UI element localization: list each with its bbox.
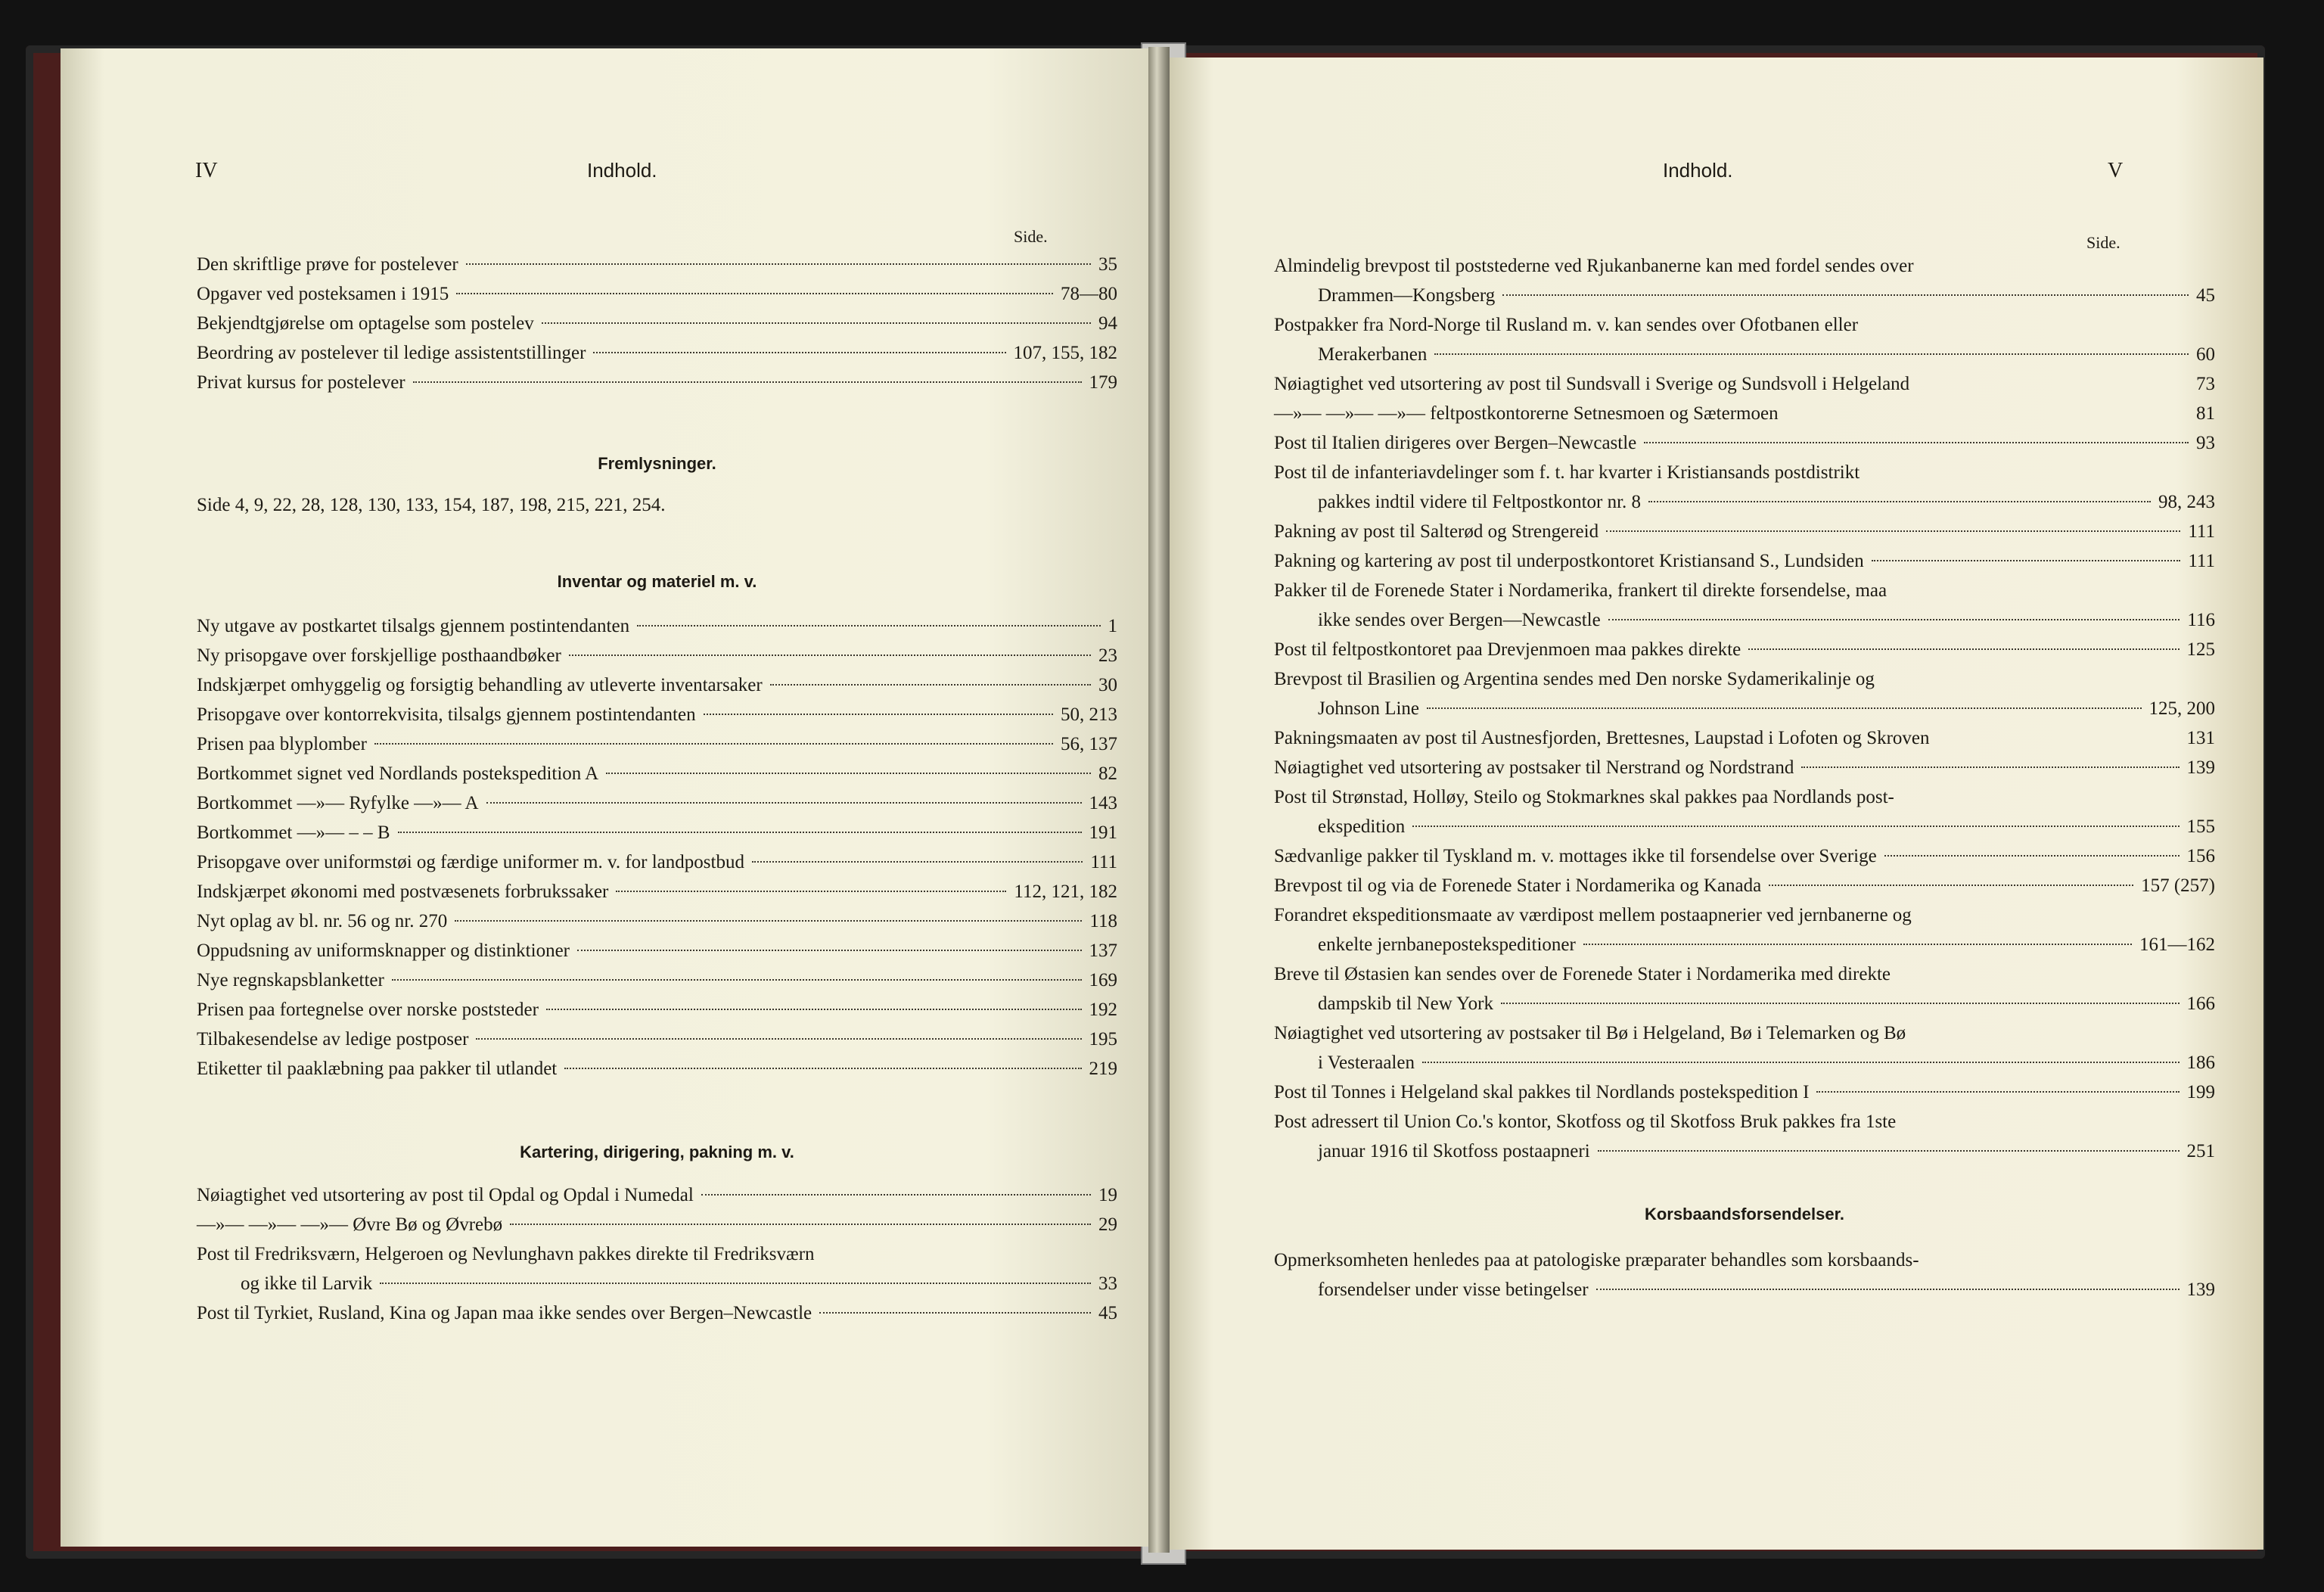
leader-dots (1583, 944, 2132, 945)
toc-entry (197, 1025, 1117, 1054)
toc-entry (1274, 723, 2215, 753)
toc-entry-title: Indskjærpet økonomi med postvæsenets forbrukssaker (197, 882, 609, 902)
toc-entry-title: Prisen paa fortegnelse over norske poststeder (197, 1000, 539, 1020)
leader-dots (1648, 501, 2151, 502)
toc-entry-title: Pakning og kartering av post til underpostkontoret Kristiansand S., Lundsiden (1274, 551, 1864, 571)
toc-entry (1274, 1136, 2215, 1166)
toc-section-general (197, 250, 1117, 397)
toc-entry-title: enkelte jernbanepostekspeditioner (1318, 934, 1576, 955)
toc-entry-title: Privat kursus for postelever (197, 372, 405, 393)
leader-dots (701, 1194, 1091, 1196)
section-heading-korsbaand: Korsbaandsforsendelser. (1644, 1205, 1845, 1224)
leader-dots (466, 263, 1091, 265)
toc-entry-title: Beordring av postelever til ledige assistentstillinger (197, 343, 586, 363)
toc-entry-title: Sædvanlige pakker til Tyskland m. v. mottages ikke til forsendelse over Sverige (1274, 846, 1877, 866)
toc-entry (1274, 517, 2215, 546)
toc-entry-page: 219 (1089, 1059, 1117, 1079)
toc-entry-page: 98, 243 (2158, 492, 2215, 512)
toc-entry-page: 139 (2186, 757, 2215, 778)
toc-section-dirigering (1274, 251, 2215, 1166)
toc-entry-title: Pakning av post til Salterød og Strengereid (1274, 521, 1599, 542)
toc-entry-page: 155 (2186, 816, 2215, 837)
toc-entry-title: pakkes indtil videre til Feltpostkontor nr. 8 (1318, 492, 1642, 512)
toc-entry-page: 19 (1098, 1185, 1117, 1205)
toc-entry-page: 166 (2186, 993, 2215, 1014)
toc-entry (197, 338, 1117, 368)
toc-entry-title: Oppudsning av uniformsknapper og distinktioner (197, 941, 570, 961)
toc-entry-page: 45 (2196, 285, 2215, 306)
toc-entry (1274, 1048, 2215, 1077)
leader-dots (1596, 1289, 2180, 1290)
toc-section-inventar (197, 611, 1117, 1084)
toc-entry-line: Opmerksomheten henledes paa at patologiske præparater behandles som korsbaands- (1274, 1250, 1919, 1270)
leader-dots (546, 1009, 1082, 1010)
toc-entry-page: 29 (1098, 1214, 1117, 1235)
toc-entry (197, 368, 1117, 397)
toc-entry-page: 73 (2196, 374, 2215, 394)
toc-entry-line: Brevpost til Brasilien og Argentina sendes med Den norske Sydamerikalinje og (1274, 669, 1875, 689)
toc-entry (197, 700, 1117, 729)
leader-dots (1598, 1150, 2180, 1152)
toc-entry-title: Post til Italien dirigeres over Bergen–Newcastle (1274, 433, 1637, 453)
toc-entry-title: i Vesteraalen (1318, 1053, 1415, 1073)
leader-dots (510, 1224, 1091, 1225)
toc-entry (1274, 487, 2215, 517)
right-page (1170, 58, 2263, 1550)
fremlysninger-pages: Side 4, 9, 22, 28, 128, 130, 133, 154, 187, 198, 215, 221, 254. (197, 495, 666, 515)
leader-dots (593, 352, 1005, 353)
running-head: Indhold. (1663, 159, 1733, 182)
toc-entry-page: 195 (1089, 1029, 1117, 1049)
toc-entry (197, 250, 1117, 279)
toc-entry (1274, 812, 2215, 841)
leader-dots (374, 743, 1053, 745)
leader-dots (1502, 294, 2189, 296)
toc-entry-page: 56, 137 (1061, 734, 1117, 754)
toc-entry (197, 818, 1117, 847)
toc-entry-page: 251 (2186, 1141, 2215, 1161)
leader-dots (1816, 1091, 2179, 1093)
toc-entry-line: Nøiagtighet ved utsortering av postsaker til Bø i Helgeland, Bø i Telemarken og Bø (1274, 1023, 1906, 1043)
toc-entry-page: 116 (2187, 610, 2215, 630)
toc-entry-line: Post adressert til Union Co.'s kontor, Skotfoss og til Skotfoss Bruk pakkes fra 1ste (1274, 1112, 1897, 1132)
section-heading-fremlysninger: Fremlysninger. (598, 454, 716, 473)
toc-entry-page: 161—162 (2139, 934, 2215, 955)
leader-dots (1884, 855, 2180, 857)
leader-dots (637, 625, 1100, 627)
leader-dots (577, 950, 1082, 951)
toc-entry-page: 191 (1089, 822, 1117, 843)
leader-dots (564, 1068, 1081, 1069)
leader-dots (1644, 442, 2189, 443)
toc-entry-title: Nye regnskapsblanketter (197, 970, 384, 990)
toc-entry (197, 611, 1117, 641)
leader-dots (1434, 353, 2189, 355)
leader-dots (542, 322, 1091, 324)
toc-entry-title: Drammen—Kongsberg (1318, 285, 1496, 306)
toc-entry-page: 192 (1089, 1000, 1117, 1020)
toc-entry-page: 156 (2186, 846, 2215, 866)
toc-entry-page: 137 (1089, 941, 1117, 961)
toc-entry-title: Prisopgave over kontorrekvisita, tilsalgs gjennem postintendanten (197, 704, 696, 725)
toc-entry (1274, 605, 2215, 635)
toc-entry-title: Post til Tyrkiet, Rusland, Kina og Japan maa ikke sendes over Bergen–Newcastle (197, 1303, 812, 1323)
toc-entry-page: 33 (1098, 1273, 1117, 1294)
toc-entry-title: ekspedition (1318, 816, 1406, 837)
toc-entry-line: Breve til Østasien kan sendes over de Forenede Stater i Nordamerika med direkte (1274, 964, 1891, 984)
toc-entry-page: 81 (2196, 403, 2215, 424)
leader-dots (413, 381, 1082, 383)
leader-dots (1801, 766, 2179, 768)
leader-dots (380, 1283, 1091, 1284)
toc-entry (1274, 841, 2215, 871)
toc-entry (197, 906, 1117, 936)
toc-entry-title: Bortkommet —»— – – B (197, 822, 390, 843)
toc-entry-page: 50, 213 (1061, 704, 1117, 725)
toc-entry-page: 94 (1098, 313, 1117, 334)
toc-entry-page: 107, 155, 182 (1013, 343, 1117, 363)
toc-entry-page: 143 (1089, 793, 1117, 813)
leader-dots (486, 802, 1082, 804)
leader-dots (392, 979, 1082, 981)
toc-entry-title: Prisopgave over uniformstøi og færdige uniformer m. v. for landpostbud (197, 852, 744, 872)
leader-dots (1501, 1003, 2180, 1004)
toc-entry (197, 1269, 1117, 1298)
toc-entry (1274, 546, 2215, 576)
toc-entry-title: forsendelser under visse betingelser (1318, 1280, 1589, 1300)
toc-entry-page: 169 (1089, 970, 1117, 990)
toc-entry-title: Bortkommet —»— Ryfylke —»— A (197, 793, 479, 813)
toc-entry (197, 995, 1117, 1025)
toc-entry (197, 1054, 1117, 1084)
toc-entry-title: Merakerbanen (1318, 344, 1428, 365)
toc-entry (197, 877, 1117, 906)
toc-entry (1274, 871, 2215, 900)
leader-dots (704, 714, 1053, 715)
toc-entry (1274, 635, 2215, 664)
toc-entry (197, 641, 1117, 670)
toc-entry (197, 965, 1117, 995)
toc-entry-line: Post til Strønstad, Holløy, Steilo og Stokmarknes skal pakkes paa Nordlands post- (1274, 787, 1894, 807)
toc-section-korsbaand (1274, 1245, 2215, 1304)
toc-entry (197, 729, 1117, 759)
toc-entry-title: januar 1916 til Skotfoss postaapneri (1318, 1141, 1590, 1161)
page-number: V (2108, 159, 2124, 182)
toc-entry-title: Post til feltpostkontoret paa Drevjenmoen maa pakkes direkte (1274, 639, 1741, 660)
toc-entry (1274, 694, 2215, 723)
toc-entry (1274, 753, 2215, 782)
toc-entry (1274, 369, 2215, 399)
toc-entry-title: ikke sendes over Bergen—Newcastle (1318, 610, 1601, 630)
leader-dots (455, 920, 1082, 922)
toc-entry-line: Post til Fredriksværn, Helgeroen og Nevlunghavn pakkes direkte til Fredriksværn (197, 1244, 815, 1264)
toc-entry-title: Den skriftlige prøve for postelever (197, 254, 458, 275)
toc-entry-title: —»— —»— —»— feltpostkontorerne Setnesmoen og Sætermoen (1274, 403, 1779, 424)
toc-entry-line: Postpakker fra Nord-Norge til Rusland m. v. kan sendes over Ofotbanen eller (1274, 315, 1859, 335)
leader-dots (1422, 1062, 2180, 1063)
toc-entry (197, 1180, 1117, 1210)
toc-entry-title: dampskib til New York (1318, 993, 1493, 1014)
leader-dots (1427, 707, 2141, 709)
leader-dots (752, 861, 1083, 863)
toc-entry-page: 93 (2196, 433, 2215, 453)
toc-entry-page: 199 (2186, 1082, 2215, 1102)
toc-entry-title: Etiketter til paaklæbning paa pakker til utlandet (197, 1059, 558, 1079)
toc-entry-title: Nøiagtighet ved utsortering av post til Opdal og Opdal i Numedal (197, 1185, 694, 1205)
toc-entry-title: Nøiagtighet ved utsortering av post til Sundsvall i Sverige og Sundsvoll i Helgeland (1274, 374, 1910, 394)
toc-entry-page: 179 (1089, 372, 1117, 393)
toc-entry-title: og ikke til Larvik (241, 1273, 373, 1294)
running-head: Indhold. (587, 159, 657, 182)
toc-entry (1274, 1077, 2215, 1107)
toc-entry (197, 936, 1117, 965)
toc-entry-title: Ny prisopgave over forskjellige posthaandbøker (197, 645, 561, 666)
toc-entry-title: Post til Tonnes i Helgeland skal pakkes til Nordlands postekspedition I (1274, 1082, 1810, 1102)
section-heading-inventar: Inventar og materiel m. v. (557, 572, 757, 591)
side-label: Side. (1014, 227, 1048, 246)
toc-entry-page: 157 (257) (2141, 875, 2215, 896)
toc-entry (197, 279, 1117, 309)
toc-entry-page: 111 (2188, 521, 2215, 542)
toc-entry (197, 847, 1117, 877)
toc-entry (1274, 399, 2215, 428)
toc-entry-page: 112, 121, 182 (1014, 882, 1117, 902)
toc-entry (197, 788, 1117, 818)
toc-entry-page: 139 (2186, 1280, 2215, 1300)
toc-entry-title: Brevpost til og via de Forenede Stater i Nordamerika og Kanada (1274, 875, 1762, 896)
toc-entry-page: 35 (1098, 254, 1117, 275)
toc-entry-title: Nøiagtighet ved utsortering av postsaker til Nerstrand og Nordstrand (1274, 757, 1794, 778)
leader-dots (1769, 885, 2133, 886)
toc-section-kartering (197, 1180, 1117, 1328)
toc-entry-page: 131 (2186, 728, 2215, 748)
toc-entry-page: 111 (2188, 551, 2215, 571)
toc-entry-title: Nyt oplag av bl. nr. 56 og nr. 270 (197, 911, 448, 931)
leader-dots (569, 655, 1091, 656)
toc-entry-page: 111 (1090, 852, 1117, 872)
toc-entry (197, 1210, 1117, 1239)
leader-dots (1606, 530, 2180, 532)
leader-dots (1748, 648, 2179, 650)
toc-entry (197, 670, 1117, 700)
leader-dots (398, 832, 1082, 833)
toc-entry (1274, 428, 2215, 458)
toc-entry-line: Forandret ekspeditionsmaate av værdipost mellem postaapnerier ved jernbanerne og (1274, 905, 1912, 925)
leader-dots (476, 1038, 1081, 1040)
leader-dots (1872, 560, 2181, 561)
leader-dots (1608, 619, 2180, 620)
toc-entry-page: 1 (1108, 616, 1117, 636)
toc-entry-line: Pakker til de Forenede Stater i Nordamerika, frankert til direkte forsendelse, maa (1274, 580, 1887, 601)
toc-entry-title: Tilbakesendelse av ledige postposer (197, 1029, 469, 1049)
leader-dots (770, 684, 1091, 686)
toc-entry-page: 45 (1098, 1303, 1117, 1323)
toc-entry-title: Opgaver ved posteksamen i 1915 (197, 284, 449, 304)
leader-dots (606, 773, 1091, 774)
left-page (61, 48, 1148, 1547)
toc-entry-page: 125 (2186, 639, 2215, 660)
toc-entry (1274, 930, 2215, 959)
toc-entry-page: 118 (1089, 911, 1117, 931)
toc-entry-line: Post til de infanteriavdelinger som f. t. har kvarter i Kristiansands postdistrikt (1274, 462, 1860, 483)
toc-entry-page: 23 (1098, 645, 1117, 666)
toc-entry (197, 309, 1117, 338)
toc-entry-page: 186 (2186, 1053, 2215, 1073)
toc-entry (197, 1298, 1117, 1328)
toc-entry-title: —»— —»— —»— Øvre Bø og Øvrebø (197, 1214, 503, 1235)
leader-dots (456, 293, 1053, 294)
toc-entry-line: Almindelig brevpost til poststederne ved Rjukanbanerne kan med fordel sendes over (1274, 256, 1914, 276)
page-number: IV (195, 159, 218, 182)
side-label: Side. (2086, 233, 2120, 252)
toc-entry-page: 78—80 (1061, 284, 1117, 304)
section-heading-kartering: Kartering, dirigering, pakning m. v. (520, 1143, 794, 1161)
toc-entry-title: Bortkommet signet ved Nordlands postekspedition A (197, 763, 599, 784)
toc-entry-title: Indskjærpet omhyggelig og forsigtig behandling av utleverte inventarsaker (197, 675, 763, 695)
toc-entry-title: Johnson Line (1318, 698, 1420, 719)
toc-entry-page: 30 (1098, 675, 1117, 695)
toc-entry (1274, 989, 2215, 1018)
toc-entry-title: Bekjendtgjørelse om optagelse som postelev (197, 313, 534, 334)
toc-entry-page: 60 (2196, 344, 2215, 365)
toc-entry (1274, 1275, 2215, 1304)
book-gutter (1148, 47, 1170, 1553)
toc-entry (1274, 340, 2215, 369)
toc-entry-title: Ny utgave av postkartet tilsalgs gjennem postintendanten (197, 616, 630, 636)
toc-entry (1274, 281, 2215, 310)
toc-entry-page: 125, 200 (2148, 698, 2215, 719)
leader-dots (1412, 826, 2179, 827)
toc-entry (197, 759, 1117, 788)
leader-dots (616, 891, 1006, 892)
toc-entry-title: Prisen paa blyplomber (197, 734, 367, 754)
toc-entry-page: 82 (1098, 763, 1117, 784)
toc-entry-title: Pakningsmaaten av post til Austnesfjorden, Brettesnes, Laupstad i Lofoten og Skroven (1274, 728, 1930, 748)
leader-dots (819, 1312, 1091, 1314)
